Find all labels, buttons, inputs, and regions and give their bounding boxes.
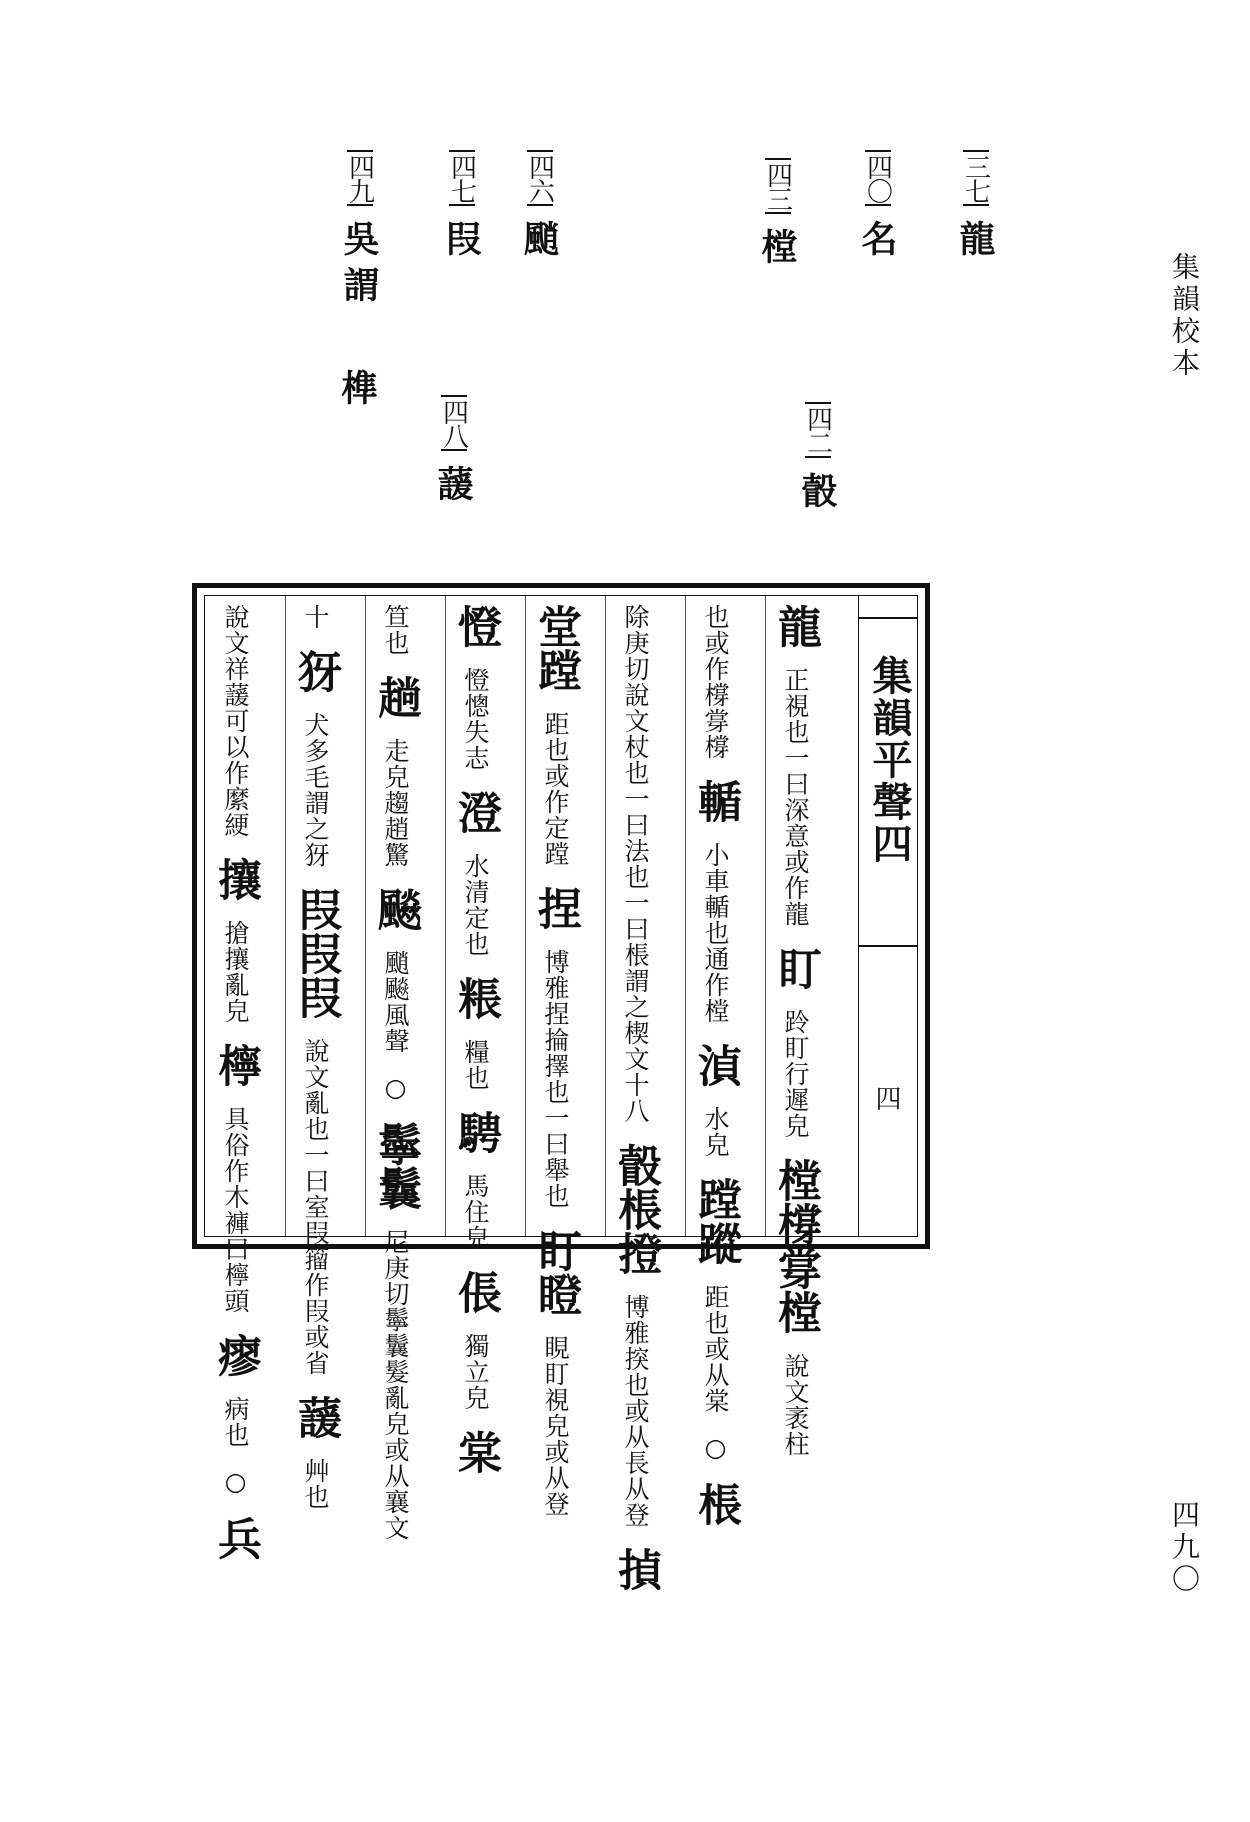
note-number: 四〇: [865, 150, 891, 206]
note-char: 瞉: [796, 472, 838, 518]
collation-note: [334, 150, 385, 312]
gloss: 犬多毛謂之犽: [301, 712, 330, 868]
text-column: [690, 604, 741, 1526]
gloss: 正視也一曰深意或作龍: [781, 667, 810, 927]
headword: 檸: [210, 1043, 261, 1087]
collation-note: [514, 150, 565, 266]
text-column: [290, 604, 341, 1510]
gloss: 走皃趨趙驚: [381, 738, 410, 868]
gloss: 糧也: [461, 1039, 490, 1091]
headword: 犽: [290, 649, 341, 693]
gloss: 颵飈風聲: [381, 950, 410, 1054]
headword: 堂蹚: [530, 604, 581, 692]
column-rule: [285, 596, 286, 1236]
note-char: 叚: [440, 220, 482, 266]
fish-tail-rule: [859, 617, 918, 619]
note-number: 四二: [805, 402, 831, 458]
gloss: 博雅捏掄擇也一曰舉也: [541, 949, 570, 1209]
headword: 樘橕牚樘: [770, 1158, 821, 1334]
gloss: 說文袤柱: [781, 1353, 810, 1457]
gloss: 尼庚切鬡鬤髮亂皃或从襄文: [381, 1229, 410, 1541]
headword: 趟: [370, 675, 421, 719]
circle-mark: ○: [381, 1073, 410, 1103]
gloss: 距也或从棠: [701, 1284, 730, 1414]
headword: 龍: [770, 604, 821, 648]
page-number: 四九〇: [1168, 1500, 1201, 1596]
note-number: 四九: [347, 150, 373, 206]
note-char: 龍: [954, 220, 996, 266]
note-number: 四三: [765, 158, 791, 214]
collation-note: [428, 395, 479, 511]
headword: 鬡鬤: [370, 1122, 421, 1210]
note-char: 吳謂: [338, 220, 380, 312]
headword: 憕: [450, 604, 501, 648]
headword: 揁: [610, 1547, 661, 1591]
headword: 攘: [210, 857, 261, 901]
headword: 捏: [530, 886, 581, 930]
gloss: 睍盯視皃或从登: [541, 1335, 570, 1517]
headword: 騁: [450, 1110, 501, 1154]
note-number: 四七: [449, 150, 475, 206]
collation-note: [852, 150, 903, 266]
woodblock-inner-frame: [204, 595, 918, 1591]
gloss: 水皃: [701, 1106, 730, 1158]
gloss: 小車輴也通作樘: [701, 842, 730, 1024]
text-column: [770, 604, 821, 1457]
note-char: 颵: [518, 220, 560, 266]
gloss: 馬住皃: [461, 1173, 490, 1251]
headword: 瞉棖撜: [610, 1143, 661, 1275]
headword: 輴: [690, 779, 741, 823]
headword: 叚叚叚: [290, 887, 341, 1019]
column-rule: [525, 596, 526, 1236]
headword: 粻: [450, 976, 501, 1020]
gloss: 說文亂也一曰室叚籀作叚或省: [301, 1038, 330, 1376]
collation-note: [752, 158, 803, 274]
gloss: 距也或作定蹚: [541, 711, 570, 867]
column-rule: [445, 596, 446, 1236]
note-number: 四八: [441, 395, 467, 451]
banxin-title: 集韻平聲四: [866, 655, 913, 865]
note-char: 名: [856, 220, 898, 266]
column-rule: [365, 596, 366, 1236]
fish-tail-rule: [859, 945, 918, 947]
column-rule: [605, 596, 606, 1236]
column-rule: [685, 596, 686, 1236]
gloss: 十: [301, 604, 330, 630]
text-column: [530, 604, 581, 1517]
headword: 盯: [770, 946, 821, 990]
collation-note: [332, 355, 383, 415]
circle-mark: ○: [221, 1467, 250, 1497]
gloss: 病也: [221, 1396, 250, 1448]
text-column: [450, 604, 501, 1474]
headword: 倀: [450, 1270, 501, 1314]
running-head: 集韻校本: [1168, 252, 1201, 380]
gloss: 笪也: [381, 604, 410, 656]
gloss: 憕憁失志: [461, 667, 490, 771]
gloss: 除庚切說文杖也一曰法也一曰棖謂之楔文十八: [621, 604, 650, 1124]
text-column: [610, 604, 661, 1591]
text-column: [370, 604, 421, 1541]
note-char: 榫: [336, 369, 378, 415]
gloss: 艸也: [301, 1458, 330, 1510]
note-char: 蘐: [432, 465, 474, 511]
gloss: 搶攘亂皃: [221, 920, 250, 1024]
headword: 飈: [370, 887, 421, 931]
circle-mark: ○: [701, 1433, 730, 1463]
collation-note: [792, 402, 843, 518]
collation-note: [950, 150, 1001, 266]
gloss: 水清定也: [461, 853, 490, 957]
gloss: 說文祥蘐可以作縻綆: [221, 604, 250, 838]
note-char: 樘: [756, 228, 798, 274]
gloss: 具俗作木褲曰檸頭: [221, 1106, 250, 1314]
column-rule: [765, 596, 766, 1236]
headword: 兵: [210, 1516, 261, 1560]
note-number: 三七: [963, 150, 989, 206]
headword: 棠: [450, 1430, 501, 1474]
headword: 湞: [690, 1043, 741, 1087]
headword: 澄: [450, 790, 501, 834]
banxin-page: 四: [871, 1085, 901, 1111]
note-number: 四六: [527, 150, 553, 206]
headword: 蘐: [290, 1395, 341, 1439]
gloss: 獨立皃: [461, 1333, 490, 1411]
gloss: 也或作橕牚橕: [701, 604, 730, 760]
gloss: 跉盯行遲皃: [781, 1009, 810, 1139]
collation-note: [436, 150, 487, 266]
banxin-column: [858, 595, 918, 1237]
headword: 蹚蹤: [690, 1177, 741, 1265]
text-column: [210, 604, 261, 1560]
gloss: 博雅揬也或从長从登: [621, 1294, 650, 1528]
headword: 棖: [690, 1482, 741, 1526]
headword: 盯瞪: [530, 1228, 581, 1316]
headword: 瘳: [210, 1333, 261, 1377]
